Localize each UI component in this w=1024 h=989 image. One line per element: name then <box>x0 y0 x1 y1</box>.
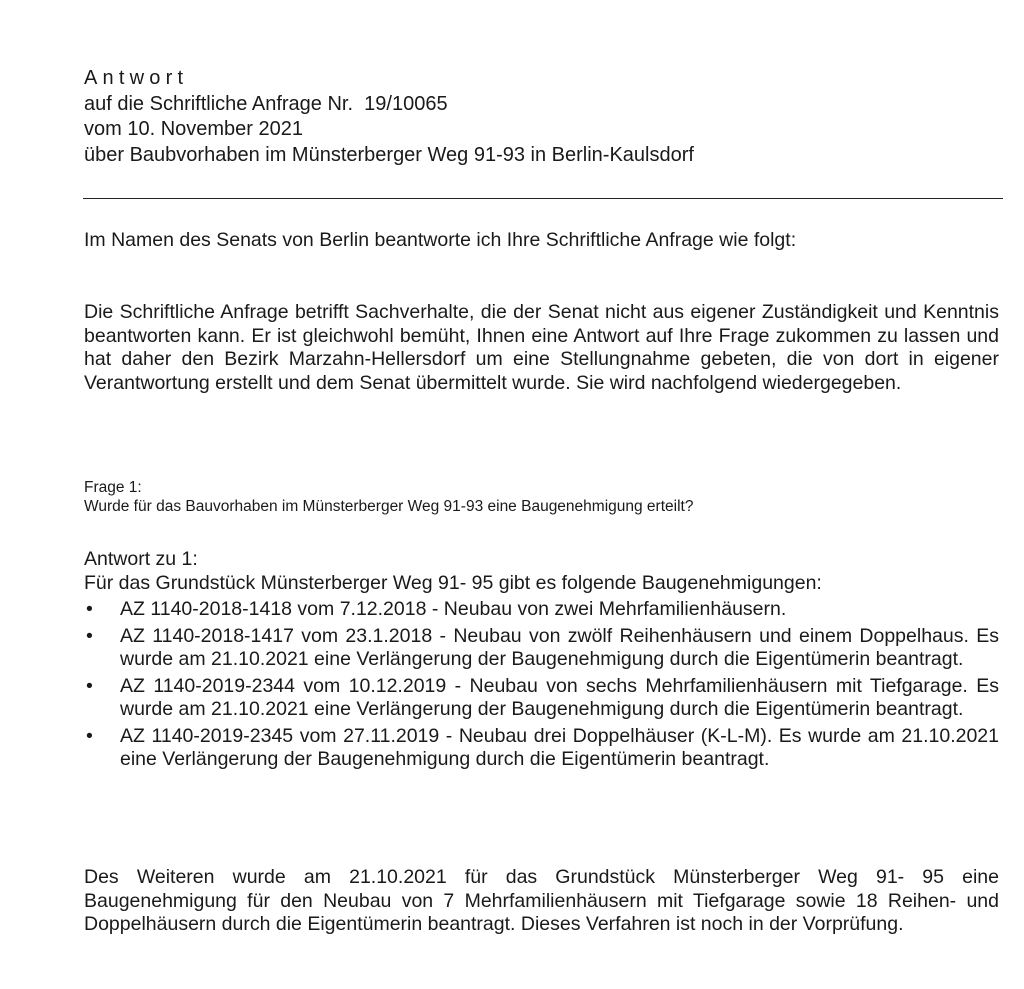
header-inquiry-number: auf die Schriftliche Anfrage Nr. 19/10065 <box>84 92 448 115</box>
list-item <box>84 725 999 772</box>
header-subject: über Baubvorhaben im Münsterberger Weg 91-93 in Berlin-Kaulsdorf <box>84 143 694 166</box>
list-item-text: AZ 1140-2019-2344 vom 10.12.2019 - Neubau von sechs Mehrfamilienhäusern mit Tiefgarage. Es wurde am 21.10.2021 eine Verlängerung der Baugenehmigung durch die Eigentümerin beantragt. <box>120 674 999 720</box>
bullet-icon: • <box>86 674 93 697</box>
list-item <box>84 675 999 722</box>
list-item <box>84 598 999 622</box>
bullet-icon: • <box>86 624 93 647</box>
header-title: Antwort <box>84 67 189 89</box>
header-divider <box>83 198 1003 199</box>
preamble-paragraph: Die Schriftliche Anfrage betrifft Sachverhalte, die der Senat nicht aus eigener Zuständigkeit und Kenntnis beantworten kann. Er ist gleichwohl bemüht, Ihnen eine Antwort auf Ihre Frage zukommen zu lassen und hat daher den Bezirk Marzahn-Hellersdorf um eine Stellungnahme gebeten, die von dort in eigener Verantwortung erstellt und dem Senat übermittelt wurde. Sie wird nachfolgend wiedergegeben. <box>84 301 999 394</box>
bullet-icon: • <box>86 724 93 747</box>
permit-list <box>84 598 999 775</box>
question-label: Frage 1: <box>84 479 142 496</box>
document-header <box>84 66 694 168</box>
answer-heading: Antwort zu 1: <box>84 548 198 570</box>
list-item <box>84 625 999 672</box>
intro-sentence: Im Namen des Senats von Berlin beantworte ich Ihre Schriftliche Anfrage wie folgt: <box>84 229 797 251</box>
question-text: Wurde für das Bauvorhaben im Münsterberger Weg 91-93 eine Baugenehmigung erteilt? <box>84 498 694 515</box>
list-item-text: AZ 1140-2019-2345 vom 27.11.2019 - Neubau drei Doppelhäuser (K-L-M). Es wurde am 21.10.2021 eine Verlängerung der Baugenehmigung durch die Eigentümerin beantragt. <box>120 724 999 770</box>
answer-intro: Für das Grundstück Münsterberger Weg 91- 95 gibt es folgende Baugenehmigungen: <box>84 572 822 594</box>
list-item-text: AZ 1140-2018-1418 vom 7.12.2018 - Neubau von zwei Mehrfamilienhäusern. <box>120 598 787 620</box>
closing-paragraph: Des Weiteren wurde am 21.10.2021 für das Grundstück Münsterberger Weg 91- 95 eine Baugenehmigung für den Neubau von 7 Mehrfamilienhäusern mit Tiefgarage sowie 18 Reihen- und Doppelhäusern durch die Eigentümerin beantragt. Dieses Verfahren ist noch in der Vorprüfung. <box>84 866 999 936</box>
bullet-icon: • <box>86 598 93 620</box>
list-item-text: AZ 1140-2018-1417 vom 23.1.2018 - Neubau von zwölf Reihenhäusern und einem Doppelhaus. Es wurde am 21.10.2021 eine Verlängerung der Baugenehmigung durch die Eigentümerin beantragt. <box>120 624 999 670</box>
header-date: vom 10. November 2021 <box>84 118 304 140</box>
